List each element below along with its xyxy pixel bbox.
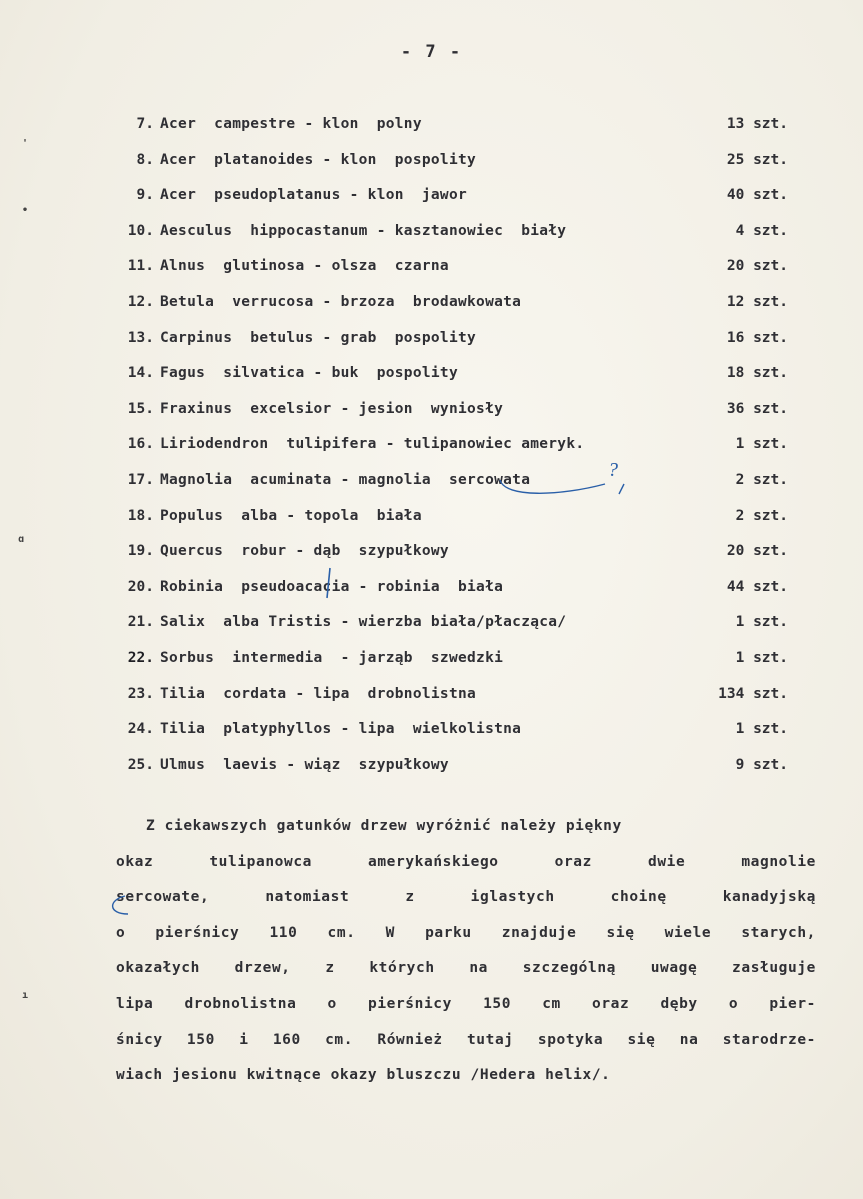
paragraph-line: okazałych drzew, z których na szczególną uwagę zasługuje xyxy=(116,960,816,977)
species-number: 11. xyxy=(127,258,154,275)
species-number: 19. xyxy=(127,543,154,560)
margin-mark: ɑ xyxy=(18,534,25,545)
species-name: Aesculus hippocastanum - kasztanowiec biały xyxy=(160,222,567,239)
species-count: 16 szt. xyxy=(726,329,788,346)
species-count: 44 szt. xyxy=(726,578,788,595)
species-row xyxy=(118,646,788,682)
species-number: 7. xyxy=(136,116,154,132)
species-row xyxy=(118,575,788,611)
species-name: Sorbus intermedia - jarząb szwedzki xyxy=(160,649,504,666)
species-number: 22. xyxy=(127,649,154,666)
species-number: 20. xyxy=(127,578,154,595)
paragraph-line: okaz tulipanowca amerykańskiego oraz dwie magnolie xyxy=(116,853,816,870)
species-number: 24. xyxy=(127,721,154,738)
species-name: Tilia cordata - lipa drobnolistna xyxy=(160,685,477,702)
species-number: 17. xyxy=(127,471,154,488)
species-name: Carpinus betulus - grab pospolity xyxy=(160,329,477,346)
margin-mark: ' xyxy=(22,138,29,149)
species-name: Salix alba Tristis - wierzba biała/płacząca/ xyxy=(160,614,567,631)
species-name: Liriodendron tulipifera - tulipanowiec ameryk. xyxy=(160,436,585,453)
species-row xyxy=(118,112,788,148)
margin-mark: • xyxy=(22,205,29,216)
species-number: 25. xyxy=(127,756,154,773)
species-count: 13 szt. xyxy=(726,116,788,132)
species-row xyxy=(118,753,788,789)
margin-mark: ı xyxy=(22,990,29,1001)
species-count: 1 szt. xyxy=(735,721,788,738)
species-count: 4 szt. xyxy=(735,222,788,239)
summary-paragraph xyxy=(116,818,816,1103)
species-count: 40 szt. xyxy=(726,187,788,204)
species-name: Magnolia acuminata - magnolia sercowata xyxy=(160,471,531,488)
species-number: 18. xyxy=(127,507,154,524)
species-row xyxy=(118,148,788,184)
species-name: Betula verrucosa - brzoza brodawkowata xyxy=(160,293,522,310)
species-count: 1 szt. xyxy=(735,436,788,453)
species-name: Populus alba - topola biała xyxy=(160,507,422,524)
species-row xyxy=(118,717,788,753)
species-count: 9 szt. xyxy=(735,756,788,773)
species-number: 14. xyxy=(127,365,154,382)
paragraph-line: lipa drobnolistna o pierśnicy 150 cm oraz dęby o pier- xyxy=(116,995,816,1012)
species-number: 10. xyxy=(127,222,154,239)
paragraph-line: Z ciekawszych gatunków drzew wyróżnić należy piękny xyxy=(146,818,622,834)
species-name: Ulmus laevis - wiąz szypułkowy xyxy=(160,756,449,773)
species-count: 36 szt. xyxy=(726,400,788,417)
paragraph-line: sercowate, natomiast z iglastych choinę kanadyjską xyxy=(116,889,816,906)
species-row xyxy=(118,219,788,255)
species-row xyxy=(118,183,788,219)
species-number: 16. xyxy=(127,436,154,453)
species-name: Quercus robur - dąb szypułkowy xyxy=(160,543,449,560)
species-name: Robinia pseudoacacia - robinia biała xyxy=(160,578,504,595)
species-row xyxy=(118,432,788,468)
paragraph-line: wiach jesionu kwitnące okazy bluszczu /Hedera helix/. xyxy=(116,1067,611,1084)
species-row xyxy=(118,254,788,290)
species-name: Fraxinus excelsior - jesion wyniosły xyxy=(160,400,504,417)
paragraph-line: śnicy 150 i 160 cm. Również tutaj spotyka się na starodrze- xyxy=(116,1031,816,1048)
species-row xyxy=(118,397,788,433)
species-row xyxy=(118,468,788,504)
page-number: - 7 - xyxy=(400,42,463,62)
species-row xyxy=(118,610,788,646)
species-number: 13. xyxy=(127,329,154,346)
species-number: 9. xyxy=(136,187,154,204)
species-row xyxy=(118,290,788,326)
species-count: 20 szt. xyxy=(726,258,788,275)
species-row xyxy=(118,361,788,397)
species-count: 12 szt. xyxy=(726,293,788,310)
species-number: 23. xyxy=(127,685,154,702)
species-name: Acer campestre - klon polny xyxy=(160,116,422,132)
species-row xyxy=(118,539,788,575)
species-count: 1 szt. xyxy=(735,649,788,666)
svg-text:?: ? xyxy=(608,459,618,481)
species-name: Fagus silvatica - buk pospolity xyxy=(160,365,458,382)
species-name: Acer pseudoplatanus - klon jawor xyxy=(160,187,468,204)
paragraph-line: o pierśnicy 110 cm. W parku znajduje się wiele starych, xyxy=(116,924,816,941)
species-name: Acer platanoides - klon pospolity xyxy=(160,151,477,168)
species-number: 15. xyxy=(127,400,154,417)
species-number: 8. xyxy=(136,151,154,168)
species-count: 18 szt. xyxy=(726,365,788,382)
species-count: 25 szt. xyxy=(726,151,788,168)
species-count: 20 szt. xyxy=(726,543,788,560)
species-name: Tilia platyphyllos - lipa wielkolistna xyxy=(160,721,522,738)
species-name: Alnus glutinosa - olsza czarna xyxy=(160,258,449,275)
species-row xyxy=(118,326,788,362)
species-number: 12. xyxy=(127,293,154,310)
species-count: 2 szt. xyxy=(735,507,788,524)
species-count: 1 szt. xyxy=(735,614,788,631)
species-list xyxy=(118,112,788,788)
species-count: 2 szt. xyxy=(735,471,788,488)
species-number: 21. xyxy=(127,614,154,631)
species-row xyxy=(118,682,788,718)
species-count: 134 szt. xyxy=(718,685,788,702)
species-row xyxy=(118,504,788,540)
